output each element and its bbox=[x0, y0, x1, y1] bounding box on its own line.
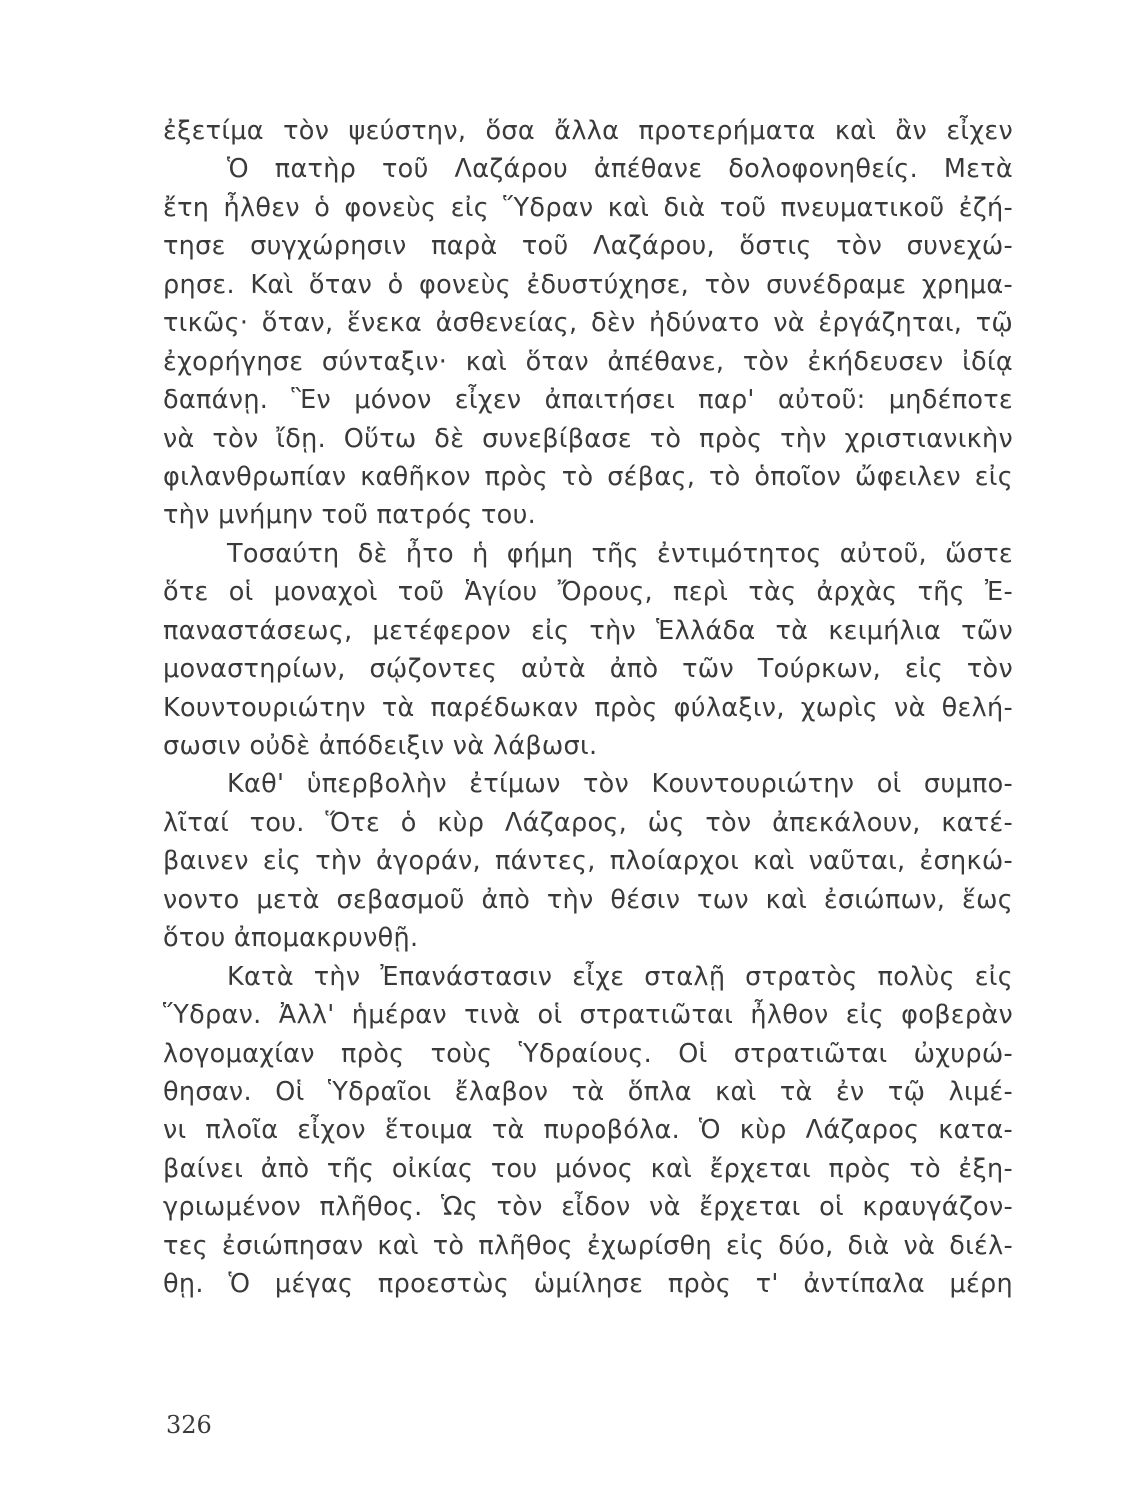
text-line: βαίνει ἀπὸ τῆς οἰκίας του μόνος καὶ ἔρχεται πρὸς τὸ ἐξη- bbox=[163, 1153, 1013, 1184]
text-line: θῃ. Ὁ μέγας προεστὼς ὡμίλησε πρὸς τ' ἀντίπαλα μέρη bbox=[163, 1269, 1013, 1300]
text-line: γριωμένον πλῆθος. Ὡς τὸν εἶδον νὰ ἔρχεται οἱ κραυγάζον- bbox=[163, 1192, 1013, 1223]
text-line: λογομαχίαν πρὸς τοὺς Ὑδραίους. Οἱ στρατιῶται ὠχυρώ- bbox=[163, 1038, 1013, 1069]
text-line: νὰ τὸν ἴδῃ. Οὕτω δὲ συνεβίβασε τὸ πρὸς τὴν χριστιανικὴν bbox=[163, 423, 1013, 454]
text-line: ἔτη ἦλθεν ὁ φονεὺς εἰς Ὕδραν καὶ διὰ τοῦ πνευματικοῦ ἐζή- bbox=[163, 192, 1013, 223]
text-line: νοντο μετὰ σεβασμοῦ ἀπὸ τὴν θέσιν των καὶ ἐσιώπων, ἕως bbox=[163, 884, 1013, 915]
page-number: 326 bbox=[166, 1411, 212, 1439]
text-line: μοναστηρίων, σῴζοντες αὐτὰ ἀπὸ τῶν Τούρκων, εἰς τὸν bbox=[163, 654, 1013, 685]
text-line: ρησε. Καὶ ὅταν ὁ φονεὺς ἐδυστύχησε, τὸν συνέδραμε χρημα- bbox=[163, 269, 1013, 300]
text-line: δαπάνῃ. Ἓν μόνον εἶχεν ἀπαιτήσει παρ' αὐτοῦ: μηδέποτε bbox=[163, 385, 1013, 416]
text-line: Κατὰ τὴν Ἐπανάστασιν εἶχε σταλῇ στρατὸς πολὺς εἰς bbox=[227, 961, 1013, 992]
text-line: ἐξετίμα τὸν ψεύστην, ὅσα ἄλλα προτερήματα καὶ ἂν εἶχεν bbox=[163, 116, 1013, 146]
text-line: τες ἐσιώπησαν καὶ τὸ πλῆθος ἐχωρίσθη εἰς δύο, διὰ νὰ διέλ- bbox=[163, 1230, 1013, 1261]
text-line: φιλανθρωπίαν καθῆκον πρὸς τὸ σέβας, τὸ ὁποῖον ὤφειλεν εἰς bbox=[163, 461, 1013, 492]
text-line: ἐχορήγησε σύνταξιν· καὶ ὅταν ἀπέθανε, τὸν ἐκήδευσεν ἰδίᾳ bbox=[163, 346, 1013, 377]
text-line: Ὁ πατὴρ τοῦ Λαζάρου ἀπέθανε δολοφονηθείς. Μετὰ bbox=[227, 154, 1013, 185]
text-line: τὴν μνήμην τοῦ πατρός του. bbox=[163, 500, 537, 531]
body-text bbox=[163, 112, 1013, 1304]
text-line: βαινεν εἰς τὴν ἀγοράν, πάντες, πλοίαρχοι καὶ ναῦται, ἐσηκώ- bbox=[163, 846, 1013, 877]
text-line: παναστάσεως, μετέφερον εἰς τὴν Ἑλλάδα τὰ κειμήλια τῶν bbox=[163, 615, 1013, 646]
text-line: σωσιν οὐδὲ ἀπόδειξιν νὰ λάβωσι. bbox=[163, 731, 598, 761]
text-line: ὅτου ἀπομακρυνθῇ. bbox=[163, 923, 419, 954]
text-line: θησαν. Οἱ Ὑδραῖοι ἔλαβον τὰ ὅπλα καὶ τὰ ἐν τῷ λιμέ- bbox=[163, 1076, 1013, 1107]
text-line: Καθ' ὑπερβολὴν ἐτίμων τὸν Κουντουριώτην οἱ συμπο- bbox=[227, 769, 1013, 800]
text-line: νι πλοῖα εἶχον ἕτοιμα τὰ πυροβόλα. Ὁ κὺρ Λάζαρος κατα- bbox=[163, 1115, 1013, 1146]
text-line: Ὕδραν. Ἀλλ' ἡμέραν τινὰ οἱ στρατιῶται ἦλθον εἰς φοβερὰν bbox=[163, 1000, 1013, 1031]
text-line: λῖταί του. Ὅτε ὁ κὺρ Λάζαρος, ὡς τὸν ἀπεκάλουν, κατέ- bbox=[163, 807, 1013, 838]
text-line: ὅτε οἱ μοναχοὶ τοῦ Ἁγίου Ὄρους, περὶ τὰς ἀρχὰς τῆς Ἐ- bbox=[163, 577, 1013, 608]
text-line: τησε συγχώρησιν παρὰ τοῦ Λαζάρου, ὅστις τὸν συνεχώ- bbox=[163, 231, 1013, 262]
text-line: Κουντουριώτην τὰ παρέδωκαν πρὸς φύλαξιν, χωρὶς νὰ θελή- bbox=[163, 692, 1013, 723]
text-line: τικῶς· ὅταν, ἕνεκα ἀσθενείας, δὲν ἠδύνατο νὰ ἐργάζηται, τῷ bbox=[163, 308, 1013, 339]
text-line: Τοσαύτη δὲ ἦτο ἡ φήμη τῆς ἐντιμότητος αὐτοῦ, ὥστε bbox=[227, 538, 1013, 569]
